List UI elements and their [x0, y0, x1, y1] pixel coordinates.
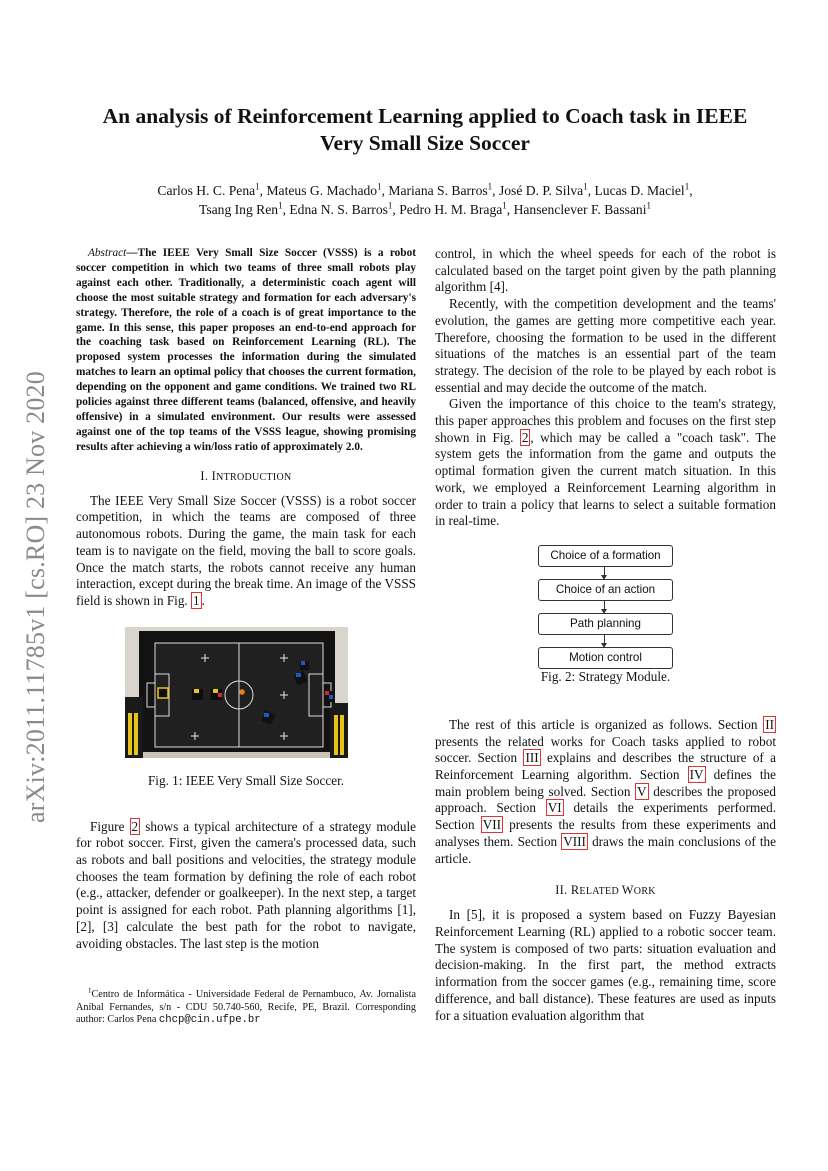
author-list	[80, 181, 770, 219]
abstract-dash: —	[126, 247, 138, 259]
body-text: The rest of this article is organized as follows. Section	[449, 716, 764, 732]
author-name: Lucas D. Maciel	[594, 183, 685, 198]
section-ref-link[interactable]: VIII	[563, 833, 586, 849]
affiliation-mark: 1	[387, 200, 393, 211]
paragraph-organization	[435, 717, 776, 867]
paper-title	[70, 103, 780, 157]
author-name: Carlos H. C. Pena	[157, 183, 256, 198]
section-number: II.	[555, 883, 571, 898]
body-text: defines the main problem being solved. Section	[435, 767, 776, 799]
paragraph-continued: control, in which the wheel speeds for each of the robot is calculated based on the target point given by the path planning algorithm [4].	[435, 246, 776, 295]
abstract	[76, 246, 416, 455]
section-ref-link[interactable]: V	[637, 783, 647, 799]
intro-text: shows a typical architecture of a strategy module for robot soccer. First, given the camera's processed data, such as robots and ball positions and velocities, the strategy module chooses the team formation by defining the role of each robot (e.g., attacker, defender or goalkeeper). In the next step, a target point is assigned for each robot. Path planning algorithms [1], [2], [3] calculate the best path for the robot to navigate, avoiding obstacles. The last step is the motion	[76, 818, 416, 951]
figure-1-caption: Fig. 1: IEEE Very Small Size Soccer.	[147, 772, 345, 788]
flow-box-formation: Choice of a formation	[538, 545, 673, 567]
flow-box-path-planning: Path planning	[538, 613, 673, 635]
body-text: presents the results from these experiments and analyses them. Section	[435, 817, 776, 849]
affiliation-mark: 1	[646, 200, 652, 211]
abstract-text: The IEEE Very Small Size Soccer (VSSS) is a robot soccer competition in which two teams of three small robots play against each other. Traditionally, a deterministic coach agent will choose the most suitable strategy and formation for each adversary's strategy. Therefore, the role of a coach is of great importance to the game. In this sense, this paper proposes an end-to-end approach for the coaching task based on Reinforcement Learning (RL). The proposed system processes the information during the simulated matches to learn an optimal policy that chooses the current formation, depending on the opponent and game conditions. We trained two RL policies against three different teams (balanced, offensive, and heavily offensive) in a simulated environment. Our results were assessed against one of the top teams of the VSSS league, showing promising results after achieving a win/loss ratio of approximately 2.0.	[76, 247, 416, 453]
section-ref-link[interactable]: IV	[689, 767, 704, 783]
intro-paragraph-1	[76, 493, 416, 610]
affiliation-mark: 1	[684, 181, 690, 192]
figure-strategy-module-diagram	[435, 545, 776, 671]
section-heading-related-work	[435, 883, 776, 898]
figure-ref-link[interactable]: 2	[521, 429, 529, 445]
title-line-2: Very Small Size Soccer	[320, 131, 530, 155]
body-text: explains and describes the structure of a Reinforcement Learning algorithm. Section	[435, 750, 776, 783]
author-name: Tsang Ing Ren	[198, 202, 279, 217]
author-name: Hansenclever F. Bassani	[513, 202, 647, 217]
flow-arrow	[604, 567, 605, 577]
section-heading-introduction	[76, 469, 416, 484]
title-line-1: An analysis of Reinforcement Learning applied to Coach task in IEEE	[102, 104, 748, 128]
affiliation-mark: 1	[255, 181, 260, 192]
figure-ref-link[interactable]: 2	[131, 818, 139, 834]
author-name: Mariana S. Barros	[388, 183, 488, 198]
body-text: , which may be called a "coach task". The system gets the information from the game and outputs the optimal formation given the current match situation. In this work, we employed a Reinforcement Learning algorithm in order to train a policy that learns to select a suitable formation in real-time.	[435, 429, 776, 529]
authors-line-2: Tsang Ing Ren$^1$, Edna N. S. Barros$^1$, Pedro H. M. Braga$^1$, Hansenclever F. Bassani$^1$	[198, 200, 652, 217]
intro-paragraph-2	[76, 819, 416, 953]
body-text: presents the related works for Coach tasks applied to robot soccer. Section	[435, 733, 776, 766]
right-column	[435, 246, 776, 1024]
paragraph-coach-task	[435, 396, 776, 530]
body-text: Given the importance of this choice to the team's strategy, this paper approaches this problem and focuses on the first step shown in Fig.	[435, 396, 776, 445]
section-ref-link[interactable]: VII	[482, 817, 502, 833]
author-name: José D. P. Silva	[498, 183, 584, 198]
affiliation-mark: 1	[583, 181, 588, 192]
intro-text: Figure	[90, 818, 130, 834]
section-title-rest: ORK	[633, 886, 656, 898]
section-number: I.	[200, 468, 212, 483]
flow-box-action: Choice of an action	[538, 579, 673, 601]
section-title-rest: ELATED	[579, 886, 622, 898]
authors-line-1: Carlos H. C. Pena$^1$, Mateus G. Machado$^1$, Mariana S. Barros$^1$, José D. P. Silva$^1$, Lucas D. Maciel$^1$,	[157, 181, 693, 198]
author-email[interactable]: chcp@cin.ufpe.br	[158, 1014, 261, 1027]
intro-text: The IEEE Very Small Size Soccer (VSSS) is a robot soccer competition, in which the teams are composed of three autonomous robots. During the game, the main task for each team is to navigate on the field, moving the ball to score goals. Once the match starts, the robots cannot receive any human interaction, except during the break time. An image of the VSSS field is shown in Fig.	[76, 492, 416, 608]
figure-soccer-field-photo	[125, 627, 416, 763]
figure-ref-link[interactable]: 1	[193, 592, 200, 608]
section-ref-link[interactable]: III	[525, 750, 539, 766]
flow-arrow	[604, 635, 605, 645]
body-text: describes the proposed approach. Section	[435, 783, 776, 816]
footnote-mark: 1	[88, 986, 92, 995]
author-name: Mateus G. Machado	[266, 183, 378, 198]
section-ref-link[interactable]: VI	[547, 800, 562, 816]
footnote-text: Centro de Informática - Universidade Federal de Pernambuco, Av. Jornalista Aníbal Fernandes, s/n - CDU 50.740-560, Recife, PE, Brazil. Corresponding author: Carlos Pena	[76, 989, 416, 1026]
punctuation: .	[201, 592, 205, 608]
flow-box-motion-control: Motion control	[538, 647, 673, 669]
body-text: draws the main conclusions of the article.	[435, 833, 776, 866]
section-title-rest: NTRODUCTION	[216, 471, 292, 483]
section-ref-link[interactable]: II	[765, 716, 774, 732]
section-title-initial: W	[621, 883, 634, 898]
related-work-paragraph-1: In [5], it is proposed a system based on Fuzzy Bayesian Reinforcement Learning (RL) applied to a robotic soccer team. The system is composed of two parts: situation evaluation and decision-making. In the first part, the method extracts information from the soccer games (e.g., remaining time, score difference, and ball distance). These features are used as inputs for a situation evaluation algorithm that	[435, 907, 776, 1023]
left-column	[76, 246, 416, 952]
paragraph-formation-importance: Recently, with the competition development and the teams' evolution, the games are getting more competitive each year. Therefore, choosing the formation to be used in the different situations of the matches is an essential part of the team strategy. The decision of the role to be played by each robot is essential and may decide the outcome of the match.	[435, 296, 776, 395]
affiliation-mark: 1	[278, 200, 283, 211]
flow-arrow	[604, 601, 605, 611]
affiliation-mark: 1	[487, 181, 493, 192]
figure-2-caption: Fig. 2: Strategy Module.	[540, 668, 671, 684]
abstract-label: Abstract	[88, 247, 127, 259]
section-title-initial: I	[211, 468, 217, 483]
affiliation-mark: 1	[377, 181, 382, 192]
author-name: Edna N. S. Barros	[289, 202, 388, 217]
author-name: Pedro H. M. Braga	[399, 202, 503, 217]
affiliation-mark: 1	[502, 200, 507, 211]
arxiv-watermark: arXiv:2011.11785v1 [cs.RO] 23 Nov 2020	[21, 371, 50, 824]
affiliation-footnote	[76, 986, 416, 1027]
body-text: details the experiments performed. Section	[435, 800, 776, 833]
section-title-initial: R	[570, 883, 580, 898]
field-photo-illustration	[125, 627, 348, 758]
